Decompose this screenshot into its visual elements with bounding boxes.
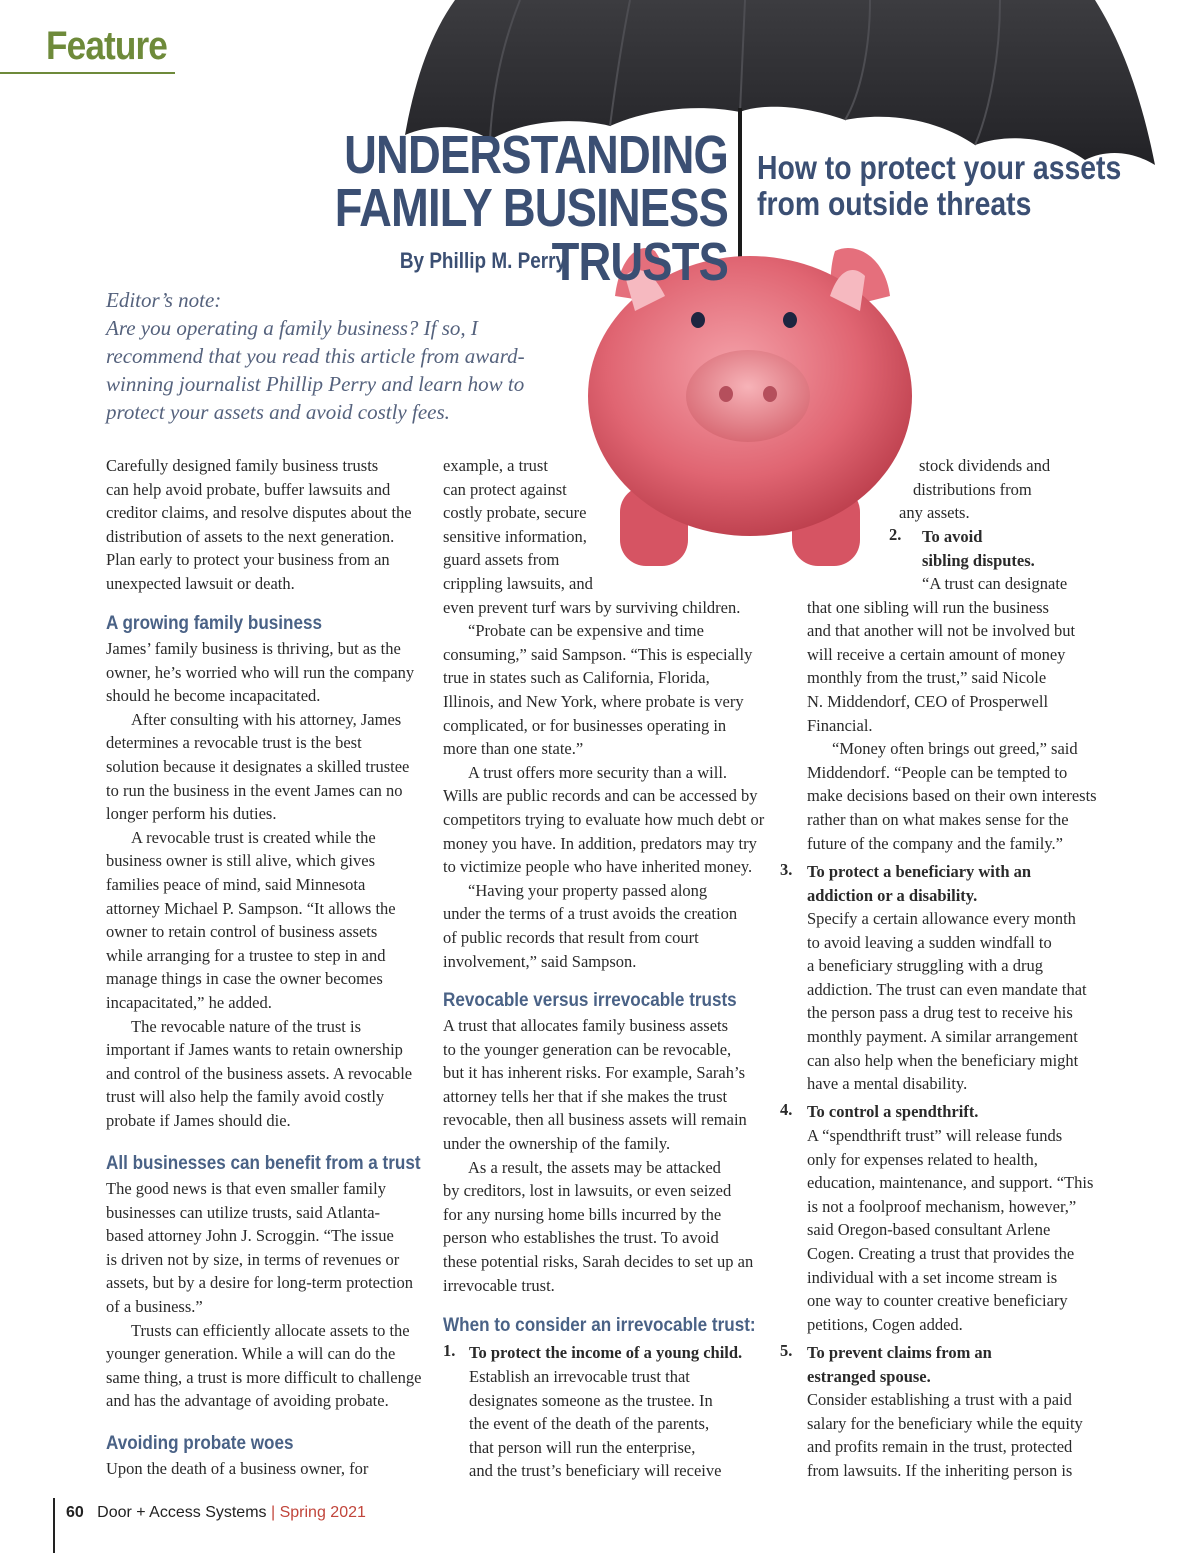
page-number: 60 (66, 1504, 84, 1521)
deck-line-2: from outside threats (757, 185, 1032, 222)
list-item-body: monthly payment. A similar arrangement (807, 1027, 1078, 1046)
text-line: “Having your property passed along (468, 880, 708, 900)
list-item-body: N. Middendorf, CEO of Prosperwell (807, 692, 1049, 711)
list-number: 3. (780, 860, 793, 879)
list-item-body: that one sibling will run the business (807, 597, 1049, 617)
text-line: even prevent turf wars by surviving children. (443, 597, 741, 617)
list-item-body: Specify a certain allowance every month (807, 909, 1076, 928)
list-number: 5. (780, 1341, 793, 1360)
list-item-body: Cogen. Creating a trust that provides the (807, 1244, 1075, 1263)
text-line: Illinois, and New York, where probate is very (443, 692, 744, 711)
section-rule (0, 72, 175, 74)
editors-note-line: protect your assets and avoid costly fees. (106, 400, 450, 424)
list-item-body: rather than on what makes sense for the (807, 810, 1069, 829)
text-line: younger generation. While a will can do the (106, 1344, 396, 1364)
text-line: businesses can utilize trusts, said Atlanta- (106, 1202, 381, 1222)
list-item-title: To control a spendthrift. (807, 1102, 979, 1121)
text-line: same thing, a trust is more difficult to challenge (106, 1367, 422, 1387)
list-item-body: petitions, Cogen added. (807, 1314, 963, 1334)
text-line: costly probate, secure (443, 503, 587, 523)
subheading: All businesses can benefit from a trust (106, 1153, 421, 1174)
text-line: based attorney John J. Scroggin. “The issue (106, 1226, 394, 1246)
list-item-title: addiction or a disability. (807, 885, 978, 905)
list-item-body: the event of the death of the parents, (469, 1414, 710, 1434)
list-item-body: “Money often brings out greed,” said (832, 739, 1078, 759)
list-item-body: stock dividends and (919, 456, 1051, 475)
text-line: A revocable trust is created while the (131, 827, 376, 847)
list-item-body: one way to counter creative beneficiary (807, 1291, 1068, 1311)
text-line: and control of the business assets. A revocable (106, 1063, 413, 1083)
text-line: person who establishes the trust. To avoid (443, 1228, 719, 1248)
text-line: attorney tells her that if she makes the trust (443, 1086, 728, 1106)
list-item-body: designates someone as the trustee. In (469, 1390, 713, 1410)
text-line: families peace of mind, said Minnesota (106, 875, 366, 894)
issue-date: Spring 2021 (279, 1504, 366, 1521)
text-line: A trust that allocates family business assets (443, 1016, 729, 1035)
list-item-title: sibling disputes. (922, 550, 1035, 570)
text-line: crippling lawsuits, and (443, 574, 593, 593)
text-line: under the terms of a trust avoids the creation (443, 904, 738, 924)
text-line: is driven not by size, in terms of revenues or (106, 1249, 400, 1269)
text-line: important if James wants to retain ownership (106, 1040, 403, 1060)
text-line: guard assets from (443, 550, 560, 570)
byline: By Phillip M. Perry (399, 248, 566, 273)
list-item-body: the person pass a drug test to receive his (807, 1003, 1073, 1023)
text-line: irrevocable trust. (443, 1275, 555, 1295)
list-item-body: any assets. (899, 503, 970, 523)
list-item-body: Financial. (807, 715, 873, 735)
text-line: James’ family business is thriving, but as the (106, 639, 401, 658)
text-line: under the ownership of the family. (443, 1134, 671, 1153)
text-line: to run the business in the event James can no (106, 780, 403, 800)
text-line: The revocable nature of the trust is (131, 1016, 361, 1036)
text-line: example, a trust (443, 456, 548, 475)
list-item-body: and the trust’s beneficiary will receive (469, 1461, 722, 1481)
list-item-body: Middendorf. “People can be tempted to (807, 762, 1068, 782)
intro-line: unexpected lawsuit or death. (106, 574, 295, 593)
text-line: “Probate can be expensive and time (468, 621, 704, 641)
intro-line: Plan early to protect your business from an (106, 550, 390, 570)
text-line: business owner is still alive, which gives (106, 851, 376, 871)
text-line: assets, but by a desire for long-term protection (106, 1273, 413, 1293)
list-item-body: will receive a certain amount of money (807, 644, 1066, 664)
text-line: complicated, or for businesses operating in (443, 715, 727, 735)
intro-line: Carefully designed family business trusts (106, 456, 379, 475)
list-item-title: estranged spouse. (807, 1366, 931, 1386)
list-item-body: education, maintenance, and support. “This (807, 1173, 1094, 1193)
text-line: by creditors, lost in lawsuits, or even seized (443, 1181, 732, 1201)
footer-separator: | (270, 1504, 276, 1521)
list-item-body: Consider establishing a trust with a paid (807, 1390, 1072, 1409)
list-item-body: make decisions based on their own interests (807, 786, 1097, 806)
text-line: The good news is that even smaller family (106, 1179, 386, 1198)
list-number: 4. (780, 1100, 793, 1119)
text-line: to victimize people who have inherited money. (443, 857, 753, 877)
text-line: money you have. In addition, predators may try (443, 833, 757, 853)
text-line: incapacitated,” he added. (106, 993, 272, 1012)
intro-line: distribution of assets to the next generation. (106, 526, 395, 546)
text-line: can protect against (443, 479, 567, 499)
list-item-body: Establish an irrevocable trust that (469, 1367, 690, 1386)
list-item-title: To prevent claims from an (807, 1343, 992, 1362)
editors-note-line: Are you operating a family business? If so, I (106, 316, 478, 340)
text-line: probate if James should die. (106, 1111, 291, 1130)
list-item-body: “A trust can designate (922, 574, 1068, 593)
list-item-body: salary for the beneficiary while the equity (807, 1413, 1083, 1433)
text-line: sensitive information, (443, 526, 587, 546)
list-item-body: and that another will not be involved but (807, 621, 1076, 641)
list-item-body: only for expenses related to health, (807, 1149, 1038, 1169)
list-item-title: To avoid (922, 527, 983, 546)
list-item-body: that person will run the enterprise, (469, 1437, 696, 1457)
text-line: revocable, then all business assets will remain (443, 1110, 747, 1130)
list-item-body: individual with a set income stream is (807, 1267, 1058, 1287)
text-line: Wills are public records and can be accessed by (443, 786, 758, 806)
text-line: owner, he’s worried who will run the company (106, 662, 415, 682)
section-label: Feature (46, 24, 167, 68)
text-line: competitors trying to evaluate how much debt or (443, 810, 765, 829)
list-item-title: To protect a beneficiary with an (807, 862, 1032, 881)
editors-note-label: Editor’s note: (106, 288, 222, 312)
list-item-body: distributions from (913, 479, 1032, 499)
text-line: manage things in case the owner becomes (106, 969, 383, 989)
subheading: A growing family business (106, 613, 323, 634)
footer-rule (53, 1498, 55, 1553)
text-line: trust will also help the family avoid costly (106, 1087, 385, 1107)
list-item-body: monthly from the trust,” said Nicole (807, 668, 1047, 688)
list-item-body: A “spendthrift trust” will release funds (807, 1126, 1063, 1145)
text-line: for any nursing home bills incurred by the (443, 1204, 722, 1224)
headline-line-1: UNDERSTANDING (344, 125, 728, 185)
text-line: and has the advantage of avoiding probate. (106, 1391, 389, 1411)
page-footer (66, 1504, 366, 1522)
deck-line-1: How to protect your assets (757, 149, 1122, 186)
publication-name: Door + Access Systems (97, 1504, 267, 1521)
subheading: When to consider an irrevocable trust: (443, 1315, 756, 1336)
list-item-body: from lawsuits. If the inheriting person is (807, 1460, 1073, 1480)
text-line: true in states such as California, Florida, (443, 668, 710, 688)
list-item-body: and profits remain in the trust, protected (807, 1437, 1073, 1457)
headline-line-2: FAMILY BUSINESS TRUSTS (334, 178, 728, 292)
text-line: Trusts can efficiently allocate assets to the (131, 1320, 410, 1340)
list-number: 2. (889, 525, 902, 544)
text-line: Upon the death of a business owner, for (106, 1459, 369, 1478)
text-line: but it has inherent risks. For example, Sarah’s (443, 1063, 745, 1083)
text-line: should he become incapacitated. (106, 686, 321, 706)
text-line: to the younger generation can be revocable, (443, 1039, 732, 1059)
text-line: of public records that result from court (443, 928, 699, 947)
intro-line: creditor claims, and resolve disputes about the (106, 503, 412, 523)
intro-line: can help avoid probate, buffer lawsuits and (106, 479, 391, 499)
text-line: determines a revocable trust is the best (106, 733, 362, 753)
text-line: solution because it designates a skilled trustee (106, 757, 410, 776)
text-line: attorney Michael P. Sampson. “It allows the (106, 898, 396, 918)
subheading: Revocable versus irrevocable trusts (443, 990, 737, 1011)
list-item-body: addiction. The trust can even mandate that (807, 979, 1087, 999)
subheading: Avoiding probate woes (106, 1433, 294, 1454)
text-line: owner to retain control of business assets (106, 922, 378, 942)
list-item-body: said Oregon-based consultant Arlene (807, 1220, 1051, 1240)
text-line: A trust offers more security than a will. (468, 762, 728, 782)
list-item-body: can also help when the beneficiary might (807, 1050, 1079, 1070)
text-line: involvement,” said Sampson. (443, 951, 637, 971)
editors-note-line: winning journalist Phillip Perry and learn how to (106, 372, 525, 396)
text-line: more than one state.” (443, 739, 584, 759)
list-number: 1. (443, 1341, 456, 1360)
text-line: of a business.” (106, 1297, 203, 1316)
text-line: consuming,” said Sampson. “This is especially (443, 644, 753, 664)
text-line: After consulting with his attorney, James (131, 709, 402, 729)
list-item-title: To protect the income of a young child. (469, 1343, 743, 1362)
text-line: these potential risks, Sarah decides to set up an (443, 1252, 754, 1271)
list-item-body: to avoid leaving a sudden windfall to (807, 932, 1052, 952)
editors-note-line: recommend that you read this article from award- (106, 344, 525, 368)
list-item-body: future of the company and the family.” (807, 833, 1063, 853)
list-item-body: is not a foolproof mechanism, however,” (807, 1196, 1077, 1216)
text-line: while arranging for a trustee to step in and (106, 945, 386, 965)
list-item-body: have a mental disability. (807, 1074, 968, 1094)
text-line: longer perform his duties. (106, 804, 277, 824)
list-item-body: a beneficiary struggling with a drug (807, 956, 1043, 976)
text-line: As a result, the assets may be attacked (468, 1157, 721, 1177)
